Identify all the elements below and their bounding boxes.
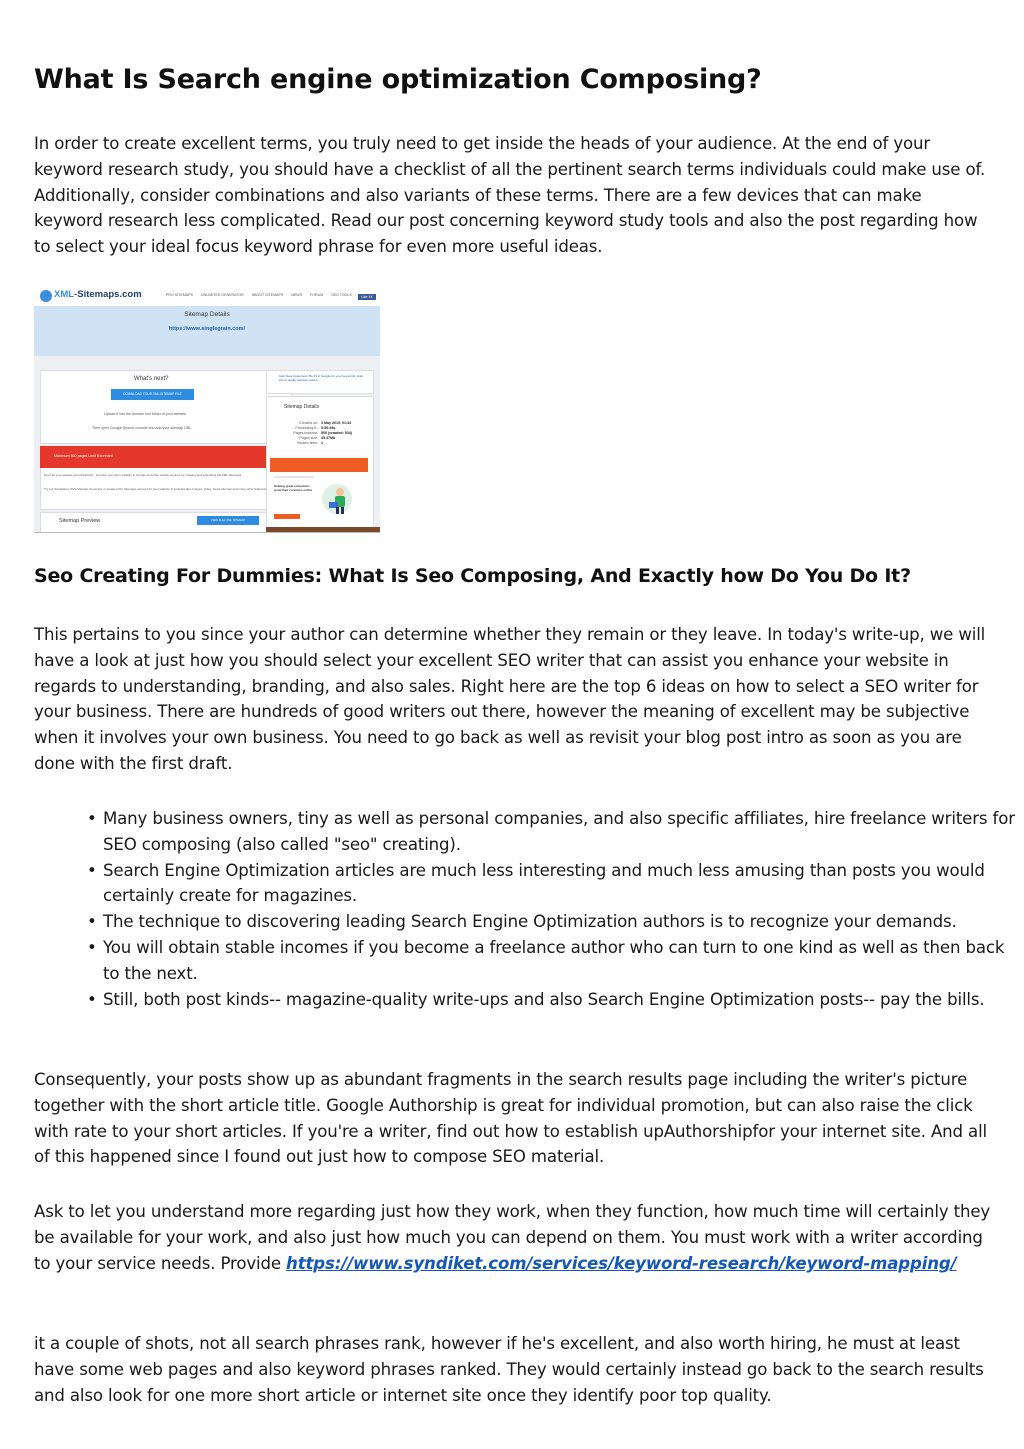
list-item: • The technique to discovering leading Search Engine Optimization authors is to recognize your demands. [103,909,1015,935]
screenshot-ad-bar [270,458,368,472]
screenshot-upload-text: Upload it into the domain root folder of your website [104,412,187,416]
screenshot-download-button: DOWNLOAD YOUR XML SITEMAP FILE [111,389,194,400]
screenshot-limit-text: Maximum 500 pages Limit Exceeded [54,454,113,458]
page-title: What Is Search engine optimization Composing? [34,64,762,95]
body-paragraph-1: This pertains to you since your author can determine whether they remain or they leave. In today's write-up, we will have a look at just how you should select your excellent SEO writer that can assist you enhance your website in regards to understanding, branding, and also sales. Right here are the top 6 ideas on how to select a SEO writer for your business. There are hundreds of good writers out there, however the meaning of excellent may be subjective when it involves your own business. You need to go back as well as revisit your blog post intro as soon as you are done with the first draft. [34,625,986,773]
bullet-list [82,806,1015,1012]
screenshot-whats-next: What's next? [134,376,169,382]
body-paragraph-2: Consequently, your posts show up as abundant fragments in the search results page including the writer's picture together with the short article title. Google Authorship is great for individual promotion, but can also raise the click with rate to your short articles. If you're a writer, find out how to establish upAuthorshipfor your internet site. And all of this happened since I found out just how to compose SEO material. [34,1070,987,1167]
list-item: • Search Engine Optimization articles are much less interesting and much less amusing than posts you would certainly create for magazines. [103,858,1015,910]
screenshot-ad-line [274,476,314,478]
bullet-icon: • [87,912,97,932]
screenshot-then-open: Then open Google Search console and add your sitemap URL. [92,426,193,430]
sitemap-screenshot-image [34,286,380,533]
section-heading: Seo Creating For Dummies: What Is Seo Composing, And Exactly how Do You Do It? [34,565,911,587]
screenshot-view-button: VIEW FULL XML SITEMAP [197,516,259,525]
keyword-mapping-link[interactable]: https://www.syndiket.com/services/keyword-research/keyword-mapping/ [286,1253,957,1273]
screenshot-preview-title: Sitemap Preview [59,518,101,524]
intro-paragraph: In order to create excellent terms, you truly need to get inside the heads of your audience. At the end of your keyword research study, you should have a checklist of all the pertinent search terms individuals could make use of. Additionally, consider combinations and also variants of these terms. There are a few devices that can make keyword research less complicated. Read our post concerning keyword study tools and also the post regarding how to select your ideal focus keyword phrase for even more useful ideas. [34,134,986,257]
screenshot-like-button: Like 1K [358,294,376,300]
list-item: • You will obtain stable incomes if you become a freelance author who can turn to one kind as well as then back to the next. [103,935,1015,987]
list-item: • Many business owners, tiny as well as personal companies, and also specific affiliates, hire freelance writers for SEO composing (also called "seo" creating). [103,806,1015,858]
bullet-icon: • [87,809,97,828]
screenshot-url: https://www.singlegrain.com/ [168,326,246,332]
screenshot-ad-button [274,514,300,519]
sitemap-logo-icon [40,290,52,302]
screenshot-bottom-strip [266,527,380,532]
bullet-icon: • [87,937,97,957]
screenshot-promo-text: Gain New Customers! Be #1 in Google for your keywords. Gain lots of quality website visitors. [279,374,364,382]
screenshot-nav: PRO SITEMAPS UNLIMITED GENERATOR ABOUT SITEMAPS NEWS FORUM SEO TOOLS [166,293,352,297]
list-item: • Still, both post kinds-- magazine-quality write-ups and also Search Engine Optimization posts-- pay the bills. [103,987,1015,1013]
paragraph-text: Ask to let you understand more regarding just how they work, when they function, how much time will certainly they be available for your work, and also just how much you can depend on them. You must work with a writer according to your service needs. Provide [34,1202,991,1273]
body-paragraph-3 [34,1199,994,1276]
body-paragraph-4: it a couple of shots, not all search phrases rank, however if he's excellent, and also worth hiring, he must at least have some web pages and also keyword phrases ranked. They would certainly instead go back to the search results and also look for one more short article or internet site once they identify poor top quality. [34,1334,984,1405]
screenshot-sitemap-details-title: Sitemap Details [184,311,230,318]
screenshot-dont-let-text: Don't let your website get left behind! - Improve your site's visibility in Google and other search engines by creating and submitting full XML Sitemaps [44,473,242,477]
screenshot-stats-labels: Created on: Processing ti.: Pages indexed: Pages size: Broken links: [293,421,318,445]
screenshot-logo: XML-Sitemaps.com [54,289,142,300]
screenshot-try-text: Try our Standalone XML Sitemap Generator or create a Pro Sitemaps account for your website (it includes also Images, Video, News sitemap and many other features) [44,487,267,491]
screenshot-ad-text: Helping great companies grow their revenues online [274,484,313,492]
person-illustration-icon [320,482,354,516]
bullet-icon: • [87,989,97,1009]
screenshot-side-details-title: Sitemap Details [284,404,320,410]
screenshot-stats-values: 3 May 2019, 01:34 0:56:49s 500 (crawled: 534) 45.47Mb 1 [321,421,352,445]
bullet-icon: • [87,860,97,880]
